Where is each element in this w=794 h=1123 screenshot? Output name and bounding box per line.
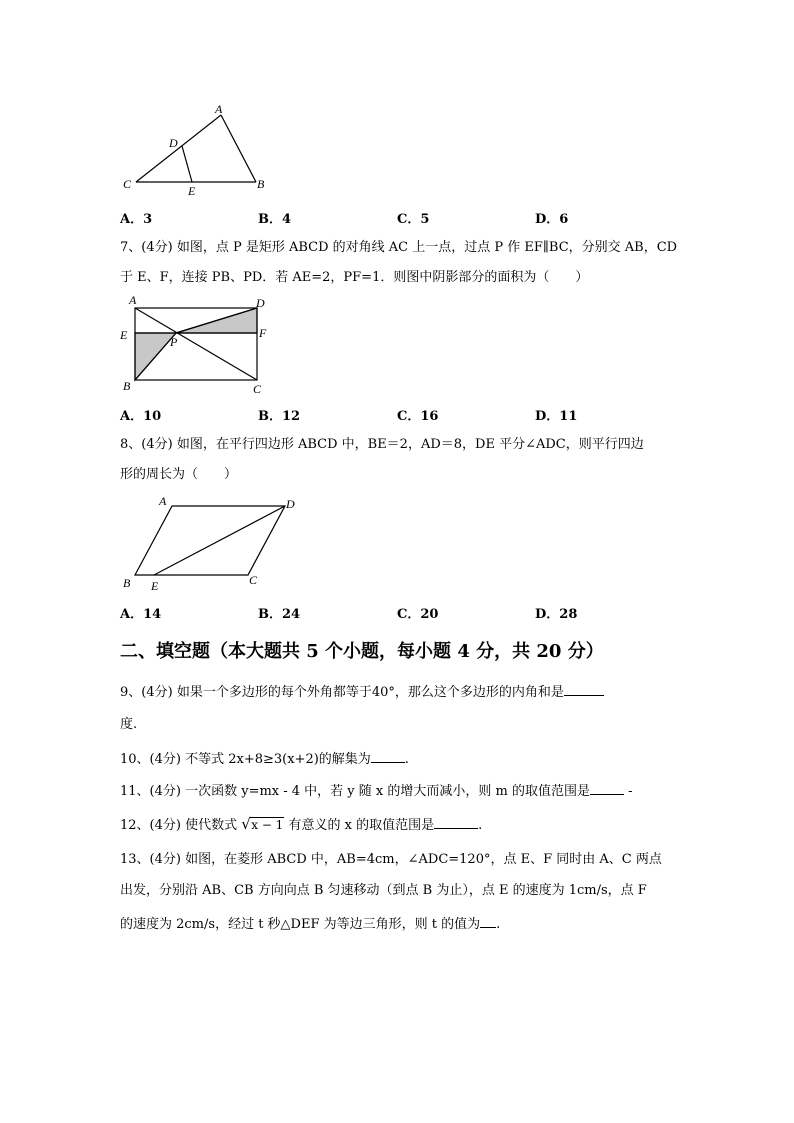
q9-question: 9、(4分) 如果一个多边形的每个外角都等于40°，那么这个多边形的内角和是 bbox=[120, 685, 564, 700]
q7-option-b: B．12 bbox=[258, 409, 301, 424]
radical-sign-icon: √ bbox=[241, 815, 251, 833]
q7-option-d: D．11 bbox=[535, 409, 578, 424]
q11-text bbox=[120, 782, 633, 800]
q10-text bbox=[120, 750, 409, 768]
q8-label-a: A bbox=[159, 494, 167, 508]
q7-rectangle-figure bbox=[118, 292, 278, 402]
q8-parallelogram-abcd bbox=[135, 506, 285, 575]
q6-option-d: D．6 bbox=[535, 212, 569, 227]
q13-end: . bbox=[496, 917, 501, 932]
q6-option-c: C．5 bbox=[397, 212, 430, 227]
q7-label-p: P bbox=[170, 335, 178, 349]
q11-end: - bbox=[623, 784, 633, 799]
q9-text-line2: 度. bbox=[120, 717, 138, 732]
q8-label-e: E bbox=[151, 579, 159, 593]
q7-label-f: F bbox=[259, 326, 267, 340]
q6-option-a: A．3 bbox=[120, 212, 153, 227]
q7-text-line2: 于 E、F，连接 PB、PD．若 AE=2，PF=1．则图中阴影部分的面积为（ ） bbox=[120, 270, 589, 285]
section-title-fill-in: 二、填空题（本大题共 5 个小题，每小题 4 分，共 20 分） bbox=[120, 641, 604, 662]
q6-label-d: D bbox=[169, 136, 178, 150]
q6-side-ca bbox=[136, 115, 221, 182]
q9-answer-blank[interactable] bbox=[564, 683, 604, 696]
q8-text-line1: 8、(4分) 如图，在平行四边形 ABCD 中，BE＝2，AD＝8，DE 平分∠ADC，则平行四边 bbox=[120, 437, 644, 452]
q6-triangle-figure bbox=[118, 100, 278, 200]
q6-option-b: B．4 bbox=[258, 212, 292, 227]
q13-question-end: 的速度为 2cm/s，经过 t 秒△DEF 为等边三角形，则 t 的值为 bbox=[120, 917, 481, 932]
q10-end: . bbox=[404, 752, 409, 767]
q8-segment-de bbox=[154, 506, 285, 575]
q7-label-e: E bbox=[120, 328, 128, 342]
q12-end: . bbox=[478, 818, 483, 833]
q6-label-b: B bbox=[257, 177, 265, 191]
q8-parallelogram-figure bbox=[118, 492, 308, 592]
q8-label-c: C bbox=[249, 573, 258, 587]
q12-text bbox=[120, 816, 482, 834]
q13-text-line1: 13、(4分) 如图，在菱形 ABCD 中，AB=4cm，∠ADC=120°，点 E、F 同时由 A、C 两点 bbox=[120, 852, 662, 867]
q13-text-line2: 出发，分别沿 AB、CB 方向向点 B 匀速移动（到点 B 为止），点 E 的速度为 1cm/s，点 F bbox=[120, 883, 647, 898]
q6-label-c: C bbox=[123, 177, 132, 191]
q13-text-line3 bbox=[120, 915, 500, 933]
q11-answer-blank[interactable] bbox=[590, 782, 624, 795]
q11-question: 11、(4分) 一次函数 y=mx - 4 中，若 y 随 x 的增大而减小，则 m 的取值范围是 bbox=[120, 784, 590, 799]
q6-label-e: E bbox=[188, 184, 196, 198]
q6-segment-de bbox=[182, 146, 192, 182]
q10-answer-blank[interactable] bbox=[371, 750, 405, 763]
q8-option-b: B．24 bbox=[258, 607, 301, 622]
q7-label-a: A bbox=[129, 293, 137, 307]
q10-question: 10、(4分) 不等式 2x+8≥3(x+2)的解集为 bbox=[120, 752, 371, 767]
q7-text-line1: 7、(4分) 如图，点 P 是矩形 ABCD 的对角线 AC 上一点，过点 P 作 EF∥BC，分别交 AB，CD bbox=[120, 240, 678, 255]
q12-sqrt-expression bbox=[241, 817, 284, 833]
q12-answer-blank[interactable] bbox=[434, 816, 478, 829]
q6-label-a: A bbox=[215, 102, 223, 116]
q12-radicand: x − 1 bbox=[251, 818, 284, 832]
q7-label-d: D bbox=[256, 296, 265, 310]
q8-label-d: D bbox=[286, 497, 295, 511]
q8-option-c: C．20 bbox=[397, 607, 439, 622]
q7-label-b: B bbox=[123, 379, 131, 393]
q7-option-c: C．16 bbox=[397, 409, 439, 424]
q8-label-b: B bbox=[123, 576, 131, 590]
q6-side-ab bbox=[221, 115, 256, 182]
q8-text-line2: 形的周长为（ ） bbox=[120, 467, 238, 482]
q8-option-a: A．14 bbox=[120, 607, 162, 622]
q9-text bbox=[120, 683, 604, 701]
q7-option-a: A．10 bbox=[120, 409, 162, 424]
q12-suffix: 有意义的 x 的取值范围是 bbox=[288, 818, 435, 833]
q8-option-d: D．28 bbox=[535, 607, 578, 622]
q13-answer-blank[interactable] bbox=[480, 915, 496, 928]
q12-prefix: 12、(4分) 使代数式 bbox=[120, 818, 238, 833]
q7-label-c: C bbox=[253, 382, 262, 396]
